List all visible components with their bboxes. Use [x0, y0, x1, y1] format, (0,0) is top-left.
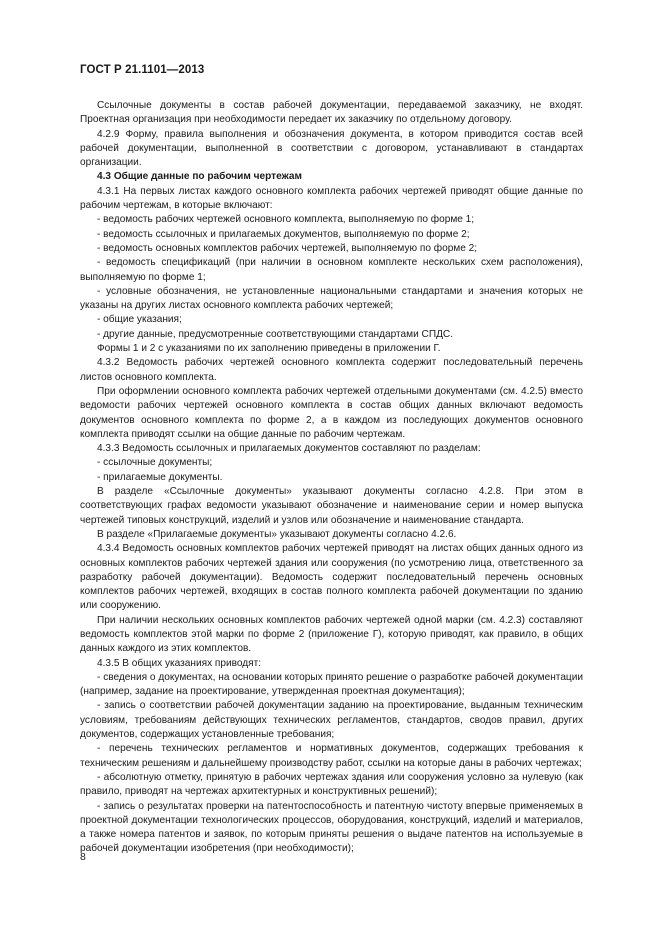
list-item: - другие данные, предусмотренные соответствующими стандартами СПДС.: [97, 328, 454, 340]
paragraph: 4.3.5 В общих указаниях приводят:: [97, 657, 262, 669]
section-heading: 4.3 Общие данные по рабочим чертежам: [97, 171, 302, 183]
page-number: 8: [80, 851, 86, 863]
list-item: - условные обозначения, не установленные национальными стандартами и значения которых не указаны на других листах основного комплекта рабочих чертежей;: [80, 285, 583, 312]
paragraph: 4.3.3 Ведомость ссылочных и прилагаемых документов составляют по разделам:: [97, 443, 481, 455]
list-item: - ведомость рабочих чертежей основного комплекта, выполняемую по форме 1;: [97, 214, 475, 226]
paragraph: В разделе «Ссылочные документы» указывают документы согласно 4.2.8. При этом в соответствующих графах ведомости указывают обозначение и наименование серии и номер выпуска чертежей типовых конструкций, изделий и узлов или обозначение и наименование стандарта.: [80, 486, 583, 526]
list-item: - ведомость ссылочных и прилагаемых документов, выполняемую по форме 2;: [97, 228, 470, 240]
paragraph: В разделе «Прилагаемые документы» указывают документы согласно 4.2.6.: [97, 528, 457, 540]
paragraph: 4.3.1 На первых листах каждого основного комплекта рабочих чертежей приводят общие данные по рабочим чертежам, в которые включают:: [80, 185, 583, 212]
list-item: - ссылочные документы;: [97, 457, 213, 469]
list-item: - запись о соответствии рабочей документации заданию на проектирование, выданным техническим условиям, требованиям действующих технических регламентов, стандартов, сводов правил, других документов, содержащих установленные требования;: [80, 700, 583, 741]
list-item: - ведомость спецификаций (при наличии в основном комплекте нескольких схем расположения), выполняемую по форме 1;: [80, 257, 583, 283]
list-item: - запись о результатах проверки на патентоспособность и патентную чистоту впервые применяемых в проектной документации технологических процессов, оборудования, конструкций, изделий и материалов, а также номера патентов и заявок, по которым приняты решения о выдаче патентов на используемые в рабочей документации изобретения (при необходимости);: [80, 800, 583, 855]
list-item: - общие указания;: [97, 314, 182, 326]
paragraph: 4.2.9 Форму, правила выполнения и обозначения документа, в котором приводится состав всей рабочей документации, выполненной в соответствии с договором, устанавливают в стандартах организации.: [80, 128, 583, 169]
list-item: - прилагаемые документы.: [97, 471, 223, 483]
list-item: - абсолютную отметку, принятую в рабочих чертежах здания или сооружения условно за нулевую (как правило, приводят на чертежах архитектурных и конструктивных решений);: [80, 771, 583, 798]
list-item: - сведения о документах, на основании которых принято решение о разработке рабочей документации (например, задание на проектирование, утвержденная проектная документация);: [80, 671, 583, 698]
paragraph: При оформлении основного комплекта рабочих чертежей отдельными документами (см. 4.2.5) вместо ведомости рабочих чертежей основного комплекта в состав общих данных включают ведомость документов основного комплекта по форме 2, а в каждом из последующих документов основного комплекта приводят ссылки на общие данные по рабочим чертежам.: [80, 385, 583, 440]
document-body: [80, 99, 583, 857]
document-code-header: ГОСТ Р 21.1101—2013: [80, 64, 205, 76]
list-item: - ведомость основных комплектов рабочих чертежей, выполняемую по форме 2;: [97, 242, 478, 254]
list-item: - перечень технических регламентов и нормативных документов, содержащих требования к техническим решениям и дальнейшему производству работ, ссылки на которые даны в рабочих чертежах;: [80, 743, 583, 769]
paragraph: Ссылочные документы в состав рабочей документации, передаваемой заказчику, не входят. Проектная организация при необходимости передает их заказчику по отдельному договору.: [80, 100, 583, 126]
paragraph: При наличии нескольких основных комплектов рабочих чертежей одной марки (см. 4.2.3) составляют ведомость комплектов этой марки по форме 2 (приложение Г), которую приводят, как правило, в общих данных каждого из этих комплектов.: [80, 614, 583, 655]
paragraph: 4.3.2 Ведомость рабочих чертежей основного комплекта содержит последовательный перечень листов основного комплекта.: [80, 357, 583, 383]
paragraph: Формы 1 и 2 с указаниями по их заполнению приведены в приложении Г.: [97, 343, 441, 355]
paragraph: 4.3.4 Ведомость основных комплектов рабочих чертежей приводят на листах общих данных одного из основных комплектов рабочих чертежей здания или сооружения (по усмотрению лица, ответственного за разработку рабочей документации). Ведомость содержит последовательный перечень основных комплектов рабочих чертежей, входящих в состав полного комплекта рабочей документации по зданию или сооружению.: [80, 543, 583, 612]
